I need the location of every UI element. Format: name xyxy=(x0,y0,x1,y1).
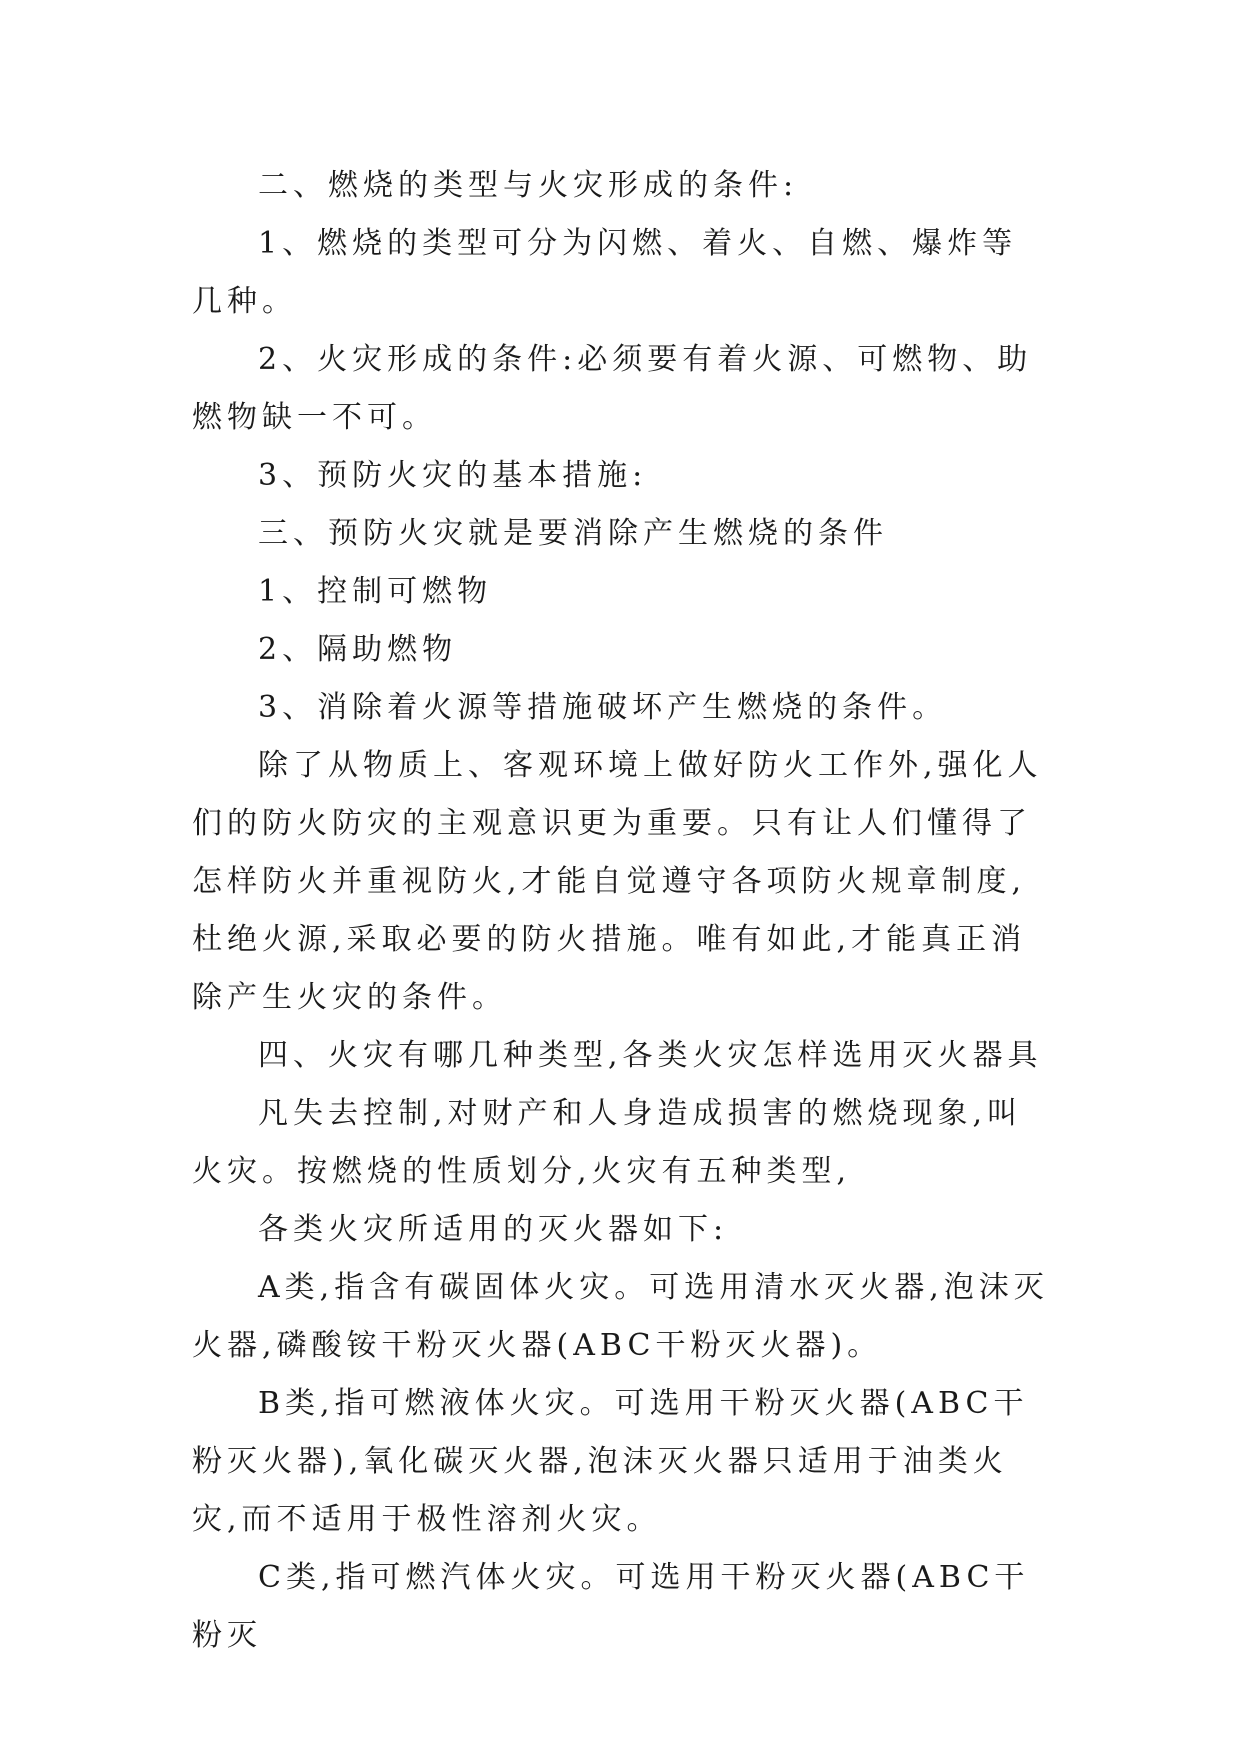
paragraph-awareness: 除了从物质上、客观环境上做好防火工作外,强化人们的防火防灾的主观意识更为重要。只有让人们懂得了怎样防火并重视防火,才能自觉遵守各项防火规章制度,杜绝火源,采取必要的防火措施。唯有如此,才能真正消除产生火灾的条件。 xyxy=(192,748,1043,1015)
list-item-eliminate-ignition: 3、消除着火源等措施破坏产生燃烧的条件。 xyxy=(258,690,948,725)
paragraph-extinguisher-intro: 各类火灾所适用的灭火器如下: xyxy=(258,1212,729,1247)
list-item-isolate-oxidizer: 2、隔助燃物 xyxy=(258,632,458,667)
heading-fire-classes: 四、火灾有哪几种类型,各类火灾怎样选用灭火器具 xyxy=(258,1038,1043,1073)
list-item-control-combustibles: 1、控制可燃物 xyxy=(258,574,493,609)
paragraph-class-b: B类,指可燃液体火灾。可选用干粉灭火器(ABC干粉灭火器),氧化碳灭火器,泡沫灭火器只适用于油类火灾,而不适用于极性溶剂火灾。 xyxy=(192,1386,1029,1537)
paragraph-class-c: C类,指可燃汽体火灾。可选用干粉灭火器(ABC干粉灭 xyxy=(192,1560,1030,1653)
heading-fire-prevention: 三、预防火灾就是要消除产生燃烧的条件 xyxy=(258,516,888,551)
paragraph-fire-definition: 凡失去控制,对财产和人身造成损害的燃烧现象,叫火灾。按燃烧的性质划分,火灾有五种类型, xyxy=(192,1096,1023,1189)
paragraph-basic-measures: 3、预防火灾的基本措施: xyxy=(258,458,648,493)
paragraph-fire-conditions: 2、火灾形成的条件:必须要有着火源、可燃物、助燃物缺一不可。 xyxy=(192,342,1033,435)
paragraph-class-a: A类,指含有碳固体火灾。可选用清水灭火器,泡沫灭火器,磷酸铵干粉灭火器(ABC干粉灭火器)。 xyxy=(192,1270,1049,1363)
paragraph-combustion-kinds: 1、燃烧的类型可分为闪燃、着火、自燃、爆炸等几种。 xyxy=(192,226,1018,319)
document-body xyxy=(192,157,1052,1665)
heading-combustion-types: 二、燃烧的类型与火灾形成的条件: xyxy=(258,168,799,203)
